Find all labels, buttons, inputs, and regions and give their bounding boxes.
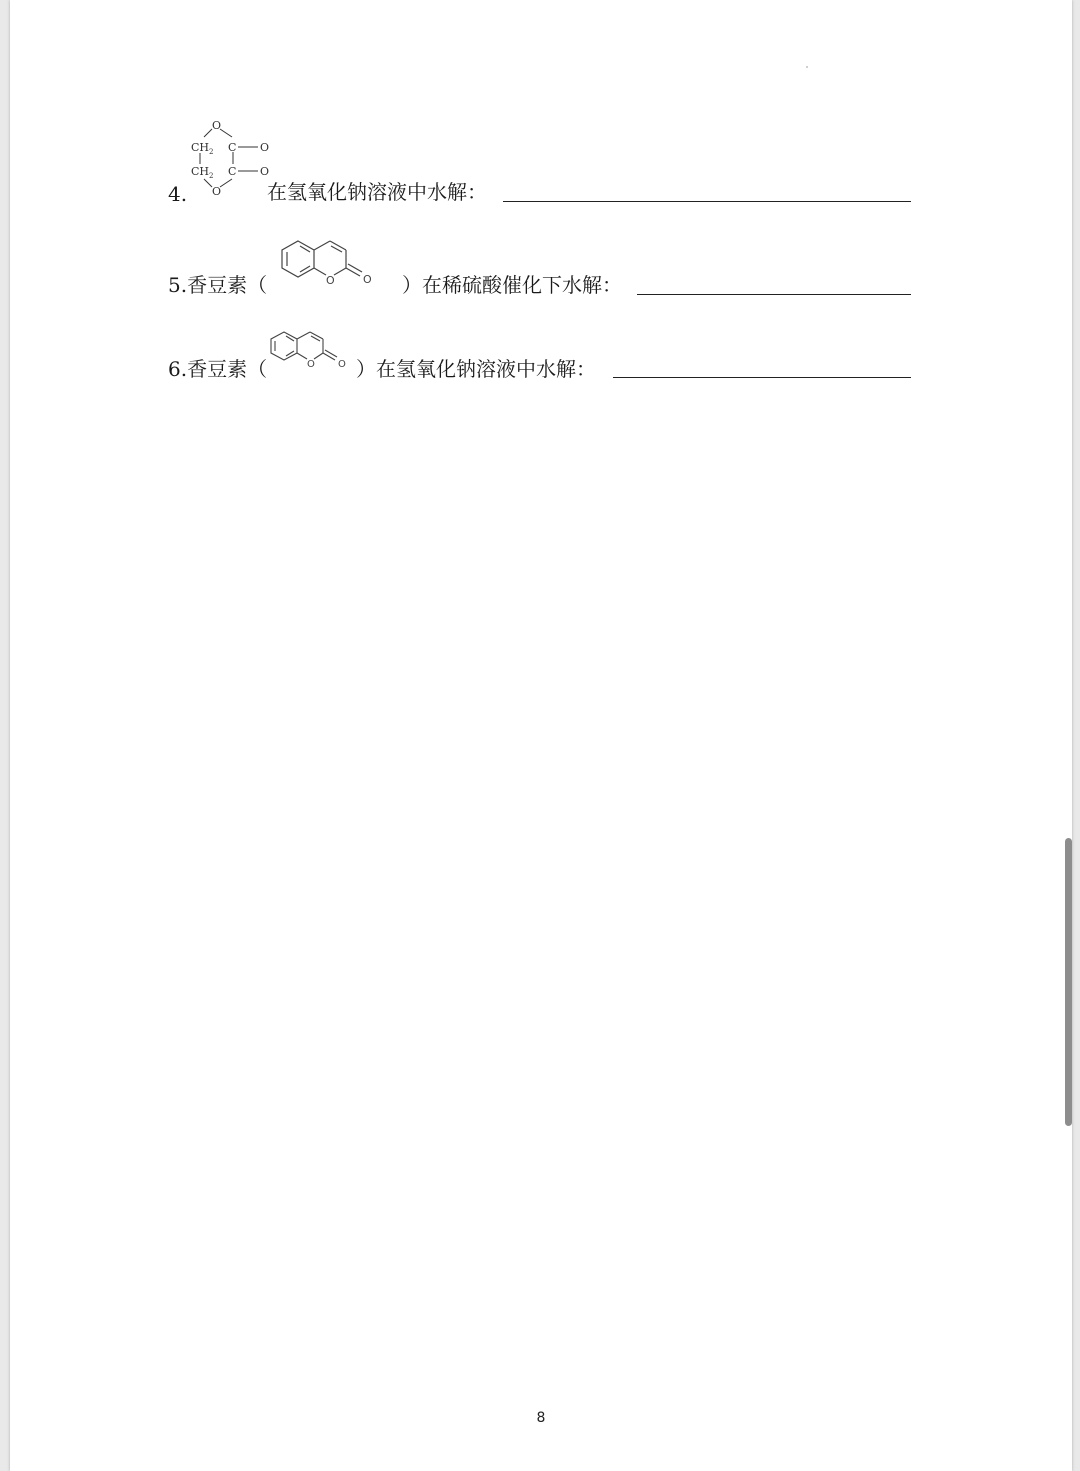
coumarin-structure-small [268, 328, 352, 372]
ch2-top-label: $CH_2$ [191, 141, 214, 156]
question-5-name: 香豆素（ [187, 273, 268, 297]
coumarin-small-ring-oxygen: O [307, 359, 315, 370]
cyclic-oxalate-structure [188, 118, 274, 198]
document-page [10, 0, 1072, 1471]
carbon-bottom-label: C [228, 165, 237, 178]
question-6-condition: 在氢氧化钠溶液中水解： [376, 357, 596, 381]
question-6-text [356, 358, 596, 380]
question-5-close-paren: ） [402, 273, 422, 297]
answer-blank-5[interactable] [637, 294, 911, 295]
question-5-label [168, 274, 267, 296]
carbon-top-label: C [228, 141, 237, 154]
coumarin-structure-large [278, 236, 374, 292]
coumarin-small-carbonyl-oxygen: O [338, 359, 346, 370]
question-5-number: 5. [168, 273, 188, 297]
question-4-number: 4. [168, 182, 188, 206]
ch2-bottom-label: $CH_2$ [191, 165, 214, 180]
page-number: 8 [536, 1410, 546, 1426]
ring-oxygen-top: O [212, 119, 222, 132]
question-6-label [168, 358, 267, 380]
ring-oxygen-bottom: O [212, 185, 222, 198]
question-4-text: 在氢氧化钠溶液中水解： [267, 180, 487, 204]
question-5-condition: 在稀硫酸催化下水解： [422, 273, 622, 297]
answer-blank-6[interactable] [613, 377, 911, 378]
vertical-scrollbar-thumb[interactable] [1065, 838, 1072, 1126]
question-6-number: 6. [168, 357, 188, 381]
question-5-text [402, 274, 622, 296]
answer-blank-4[interactable] [503, 201, 911, 202]
carbonyl-oxygen-bottom: O [260, 165, 270, 178]
scan-speck [806, 66, 808, 68]
carbonyl-oxygen-top: O [260, 141, 270, 154]
coumarin-carbonyl-oxygen: O [363, 273, 372, 286]
coumarin-ring-oxygen: O [326, 274, 335, 287]
question-6-close-paren: ） [356, 357, 376, 381]
question-6-name: 香豆素（ [187, 357, 268, 381]
